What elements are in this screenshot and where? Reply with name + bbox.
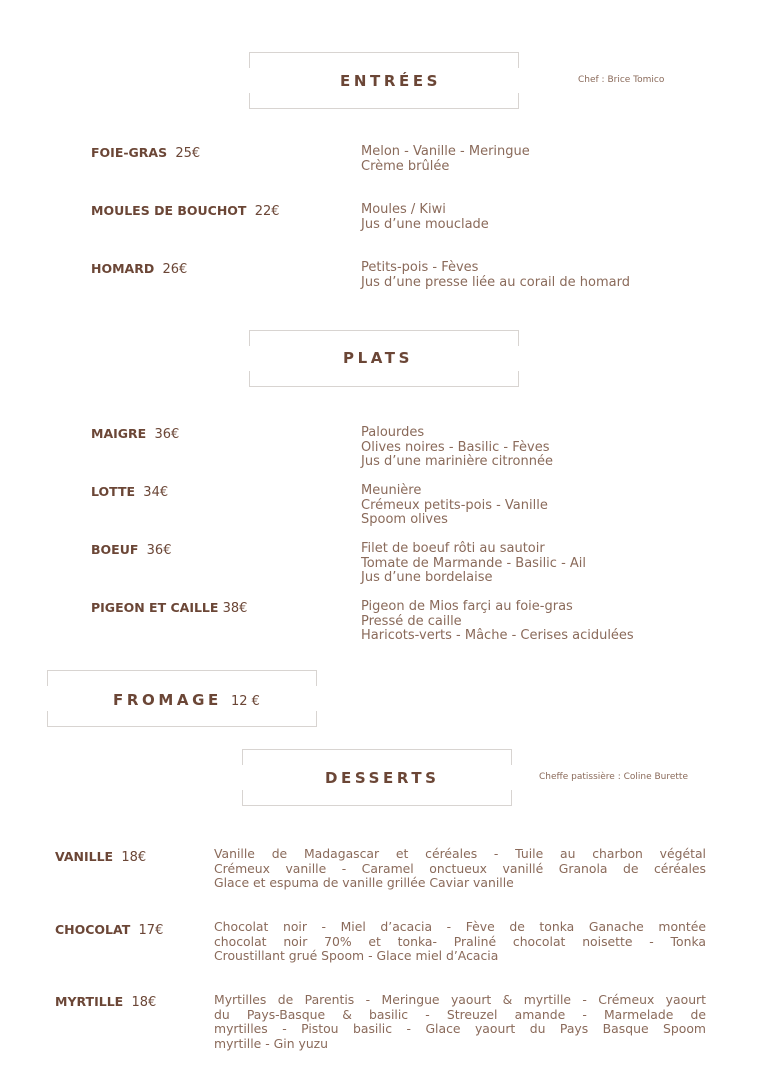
dish-boeuf [91, 542, 171, 558]
fromage-price: 12 € [230, 694, 260, 709]
dish-name: HOMARD [91, 261, 155, 276]
dish-price: 25€ [175, 146, 201, 161]
desc-line: Pigeon de Mios farçi au foie-gras [361, 599, 573, 614]
dessert-description [214, 847, 706, 891]
desc-line: Crème brûlée [361, 158, 450, 174]
desc-line: Jus d’une mouclade [361, 216, 489, 232]
dish-lotte [91, 484, 168, 500]
dish-description [361, 542, 586, 586]
dish-description [361, 484, 548, 528]
dessert-vanille [55, 849, 146, 865]
dish-price: 17€ [138, 923, 164, 938]
dish-maigre [91, 426, 179, 442]
dish-price: 22€ [254, 204, 280, 219]
dish-price: 18€ [121, 850, 147, 865]
dish-price: 38€ [222, 601, 248, 616]
dish-description [361, 600, 634, 644]
desc-line: myrtilles - Pistou basilic - Glace yaourt du Pays Basque Spoom [214, 1021, 706, 1037]
dish-name: LOTTE [91, 484, 136, 499]
dish-name: VANILLE [55, 849, 114, 864]
desc-line: Jus d’une presse liée au corail de homard [361, 274, 630, 290]
desc-line: Haricots-verts - Mâche - Cerises acidulées [361, 628, 634, 644]
desc-line: Jus d’une bordelaise [361, 570, 493, 586]
dish-description [361, 145, 530, 174]
desc-line: Meunière [361, 483, 422, 498]
dessert-description [214, 920, 706, 964]
dish-homard [91, 261, 187, 277]
dish-name: MAIGRE [91, 426, 147, 441]
dish-price: 18€ [131, 995, 157, 1010]
desc-line: Crémeux vanille - Caramel onctueux vanillé Granola de céréales [214, 860, 706, 876]
entrees-title: ENTRÉES [340, 72, 442, 90]
dish-description [361, 203, 489, 232]
dish-name: MOULES DE BOUCHOT [91, 203, 247, 218]
dish-foie-gras [91, 145, 200, 161]
desc-line: Melon - Vanille - Meringue [361, 144, 530, 159]
dish-name: CHOCOLAT [55, 922, 131, 937]
desc-line: Jus d’une marinière citronnée [361, 454, 553, 470]
desc-line: Petits-pois - Fèves [361, 260, 479, 275]
desc-line: Tomate de Marmande - Basilic - Ail [361, 555, 587, 571]
dish-name: FOIE-GRAS [91, 145, 168, 160]
desserts-chef: Cheffe patissière : Coline Burette [539, 772, 688, 782]
desc-line: Crémeux petits-pois - Vanille [361, 497, 548, 513]
dessert-myrtille [55, 994, 156, 1010]
desc-line: du Pays-Basque & basilic - Streuzel amande - Marmelade de [214, 1006, 706, 1022]
dish-name: MYRTILLE [55, 994, 124, 1009]
desc-line: Glace et espuma de vanille grillée Caviar vanille [214, 875, 514, 891]
desc-line: Olives noires - Basilic - Fèves [361, 439, 550, 455]
desc-line: chocolat noir 70% et tonka- Praliné chocolat noisette - Tonka [214, 933, 706, 949]
dish-description [361, 426, 553, 470]
dish-price: 36€ [154, 427, 180, 442]
entrees-chef: Chef : Brice Tomico [578, 75, 665, 85]
desc-line: Moules / Kiwi [361, 202, 446, 217]
desc-line: Croustillant grué Spoom - Glace miel d’Acacia [214, 948, 499, 964]
desc-line: Palourdes [361, 425, 425, 440]
dessert-chocolat [55, 922, 163, 938]
desc-line: Myrtilles de Parentis - Meringue yaourt & myrtille - Crémeux yaourt [214, 992, 706, 1007]
desc-line: Pressé de caille [361, 613, 462, 629]
desc-line: Chocolat noir - Miel d’acacia - Fève de tonka Ganache montée [214, 919, 706, 934]
plats-title: PLATS [343, 349, 414, 367]
desserts-title: DESSERTS [325, 769, 440, 787]
desc-line: myrtille - Gin yuzu [214, 1035, 329, 1051]
desc-line: Vanille de Madagascar et céréales - Tuile au charbon végétal [214, 846, 706, 861]
fromage-heading [113, 690, 260, 709]
dessert-description [214, 993, 706, 1051]
dish-price: 36€ [146, 543, 172, 558]
dish-price: 26€ [162, 262, 188, 277]
dish-name: PIGEON ET CAILLE [91, 600, 219, 615]
desc-line: Spoom olives [361, 512, 448, 528]
dish-pigeon-caille [91, 600, 247, 616]
dish-moules [91, 203, 280, 219]
dish-description [361, 261, 630, 290]
dish-name: BOEUF [91, 542, 139, 557]
dish-price: 34€ [143, 485, 169, 500]
fromage-title: FROMAGE [113, 691, 222, 709]
desc-line: Filet de boeuf rôti au sautoir [361, 541, 545, 556]
